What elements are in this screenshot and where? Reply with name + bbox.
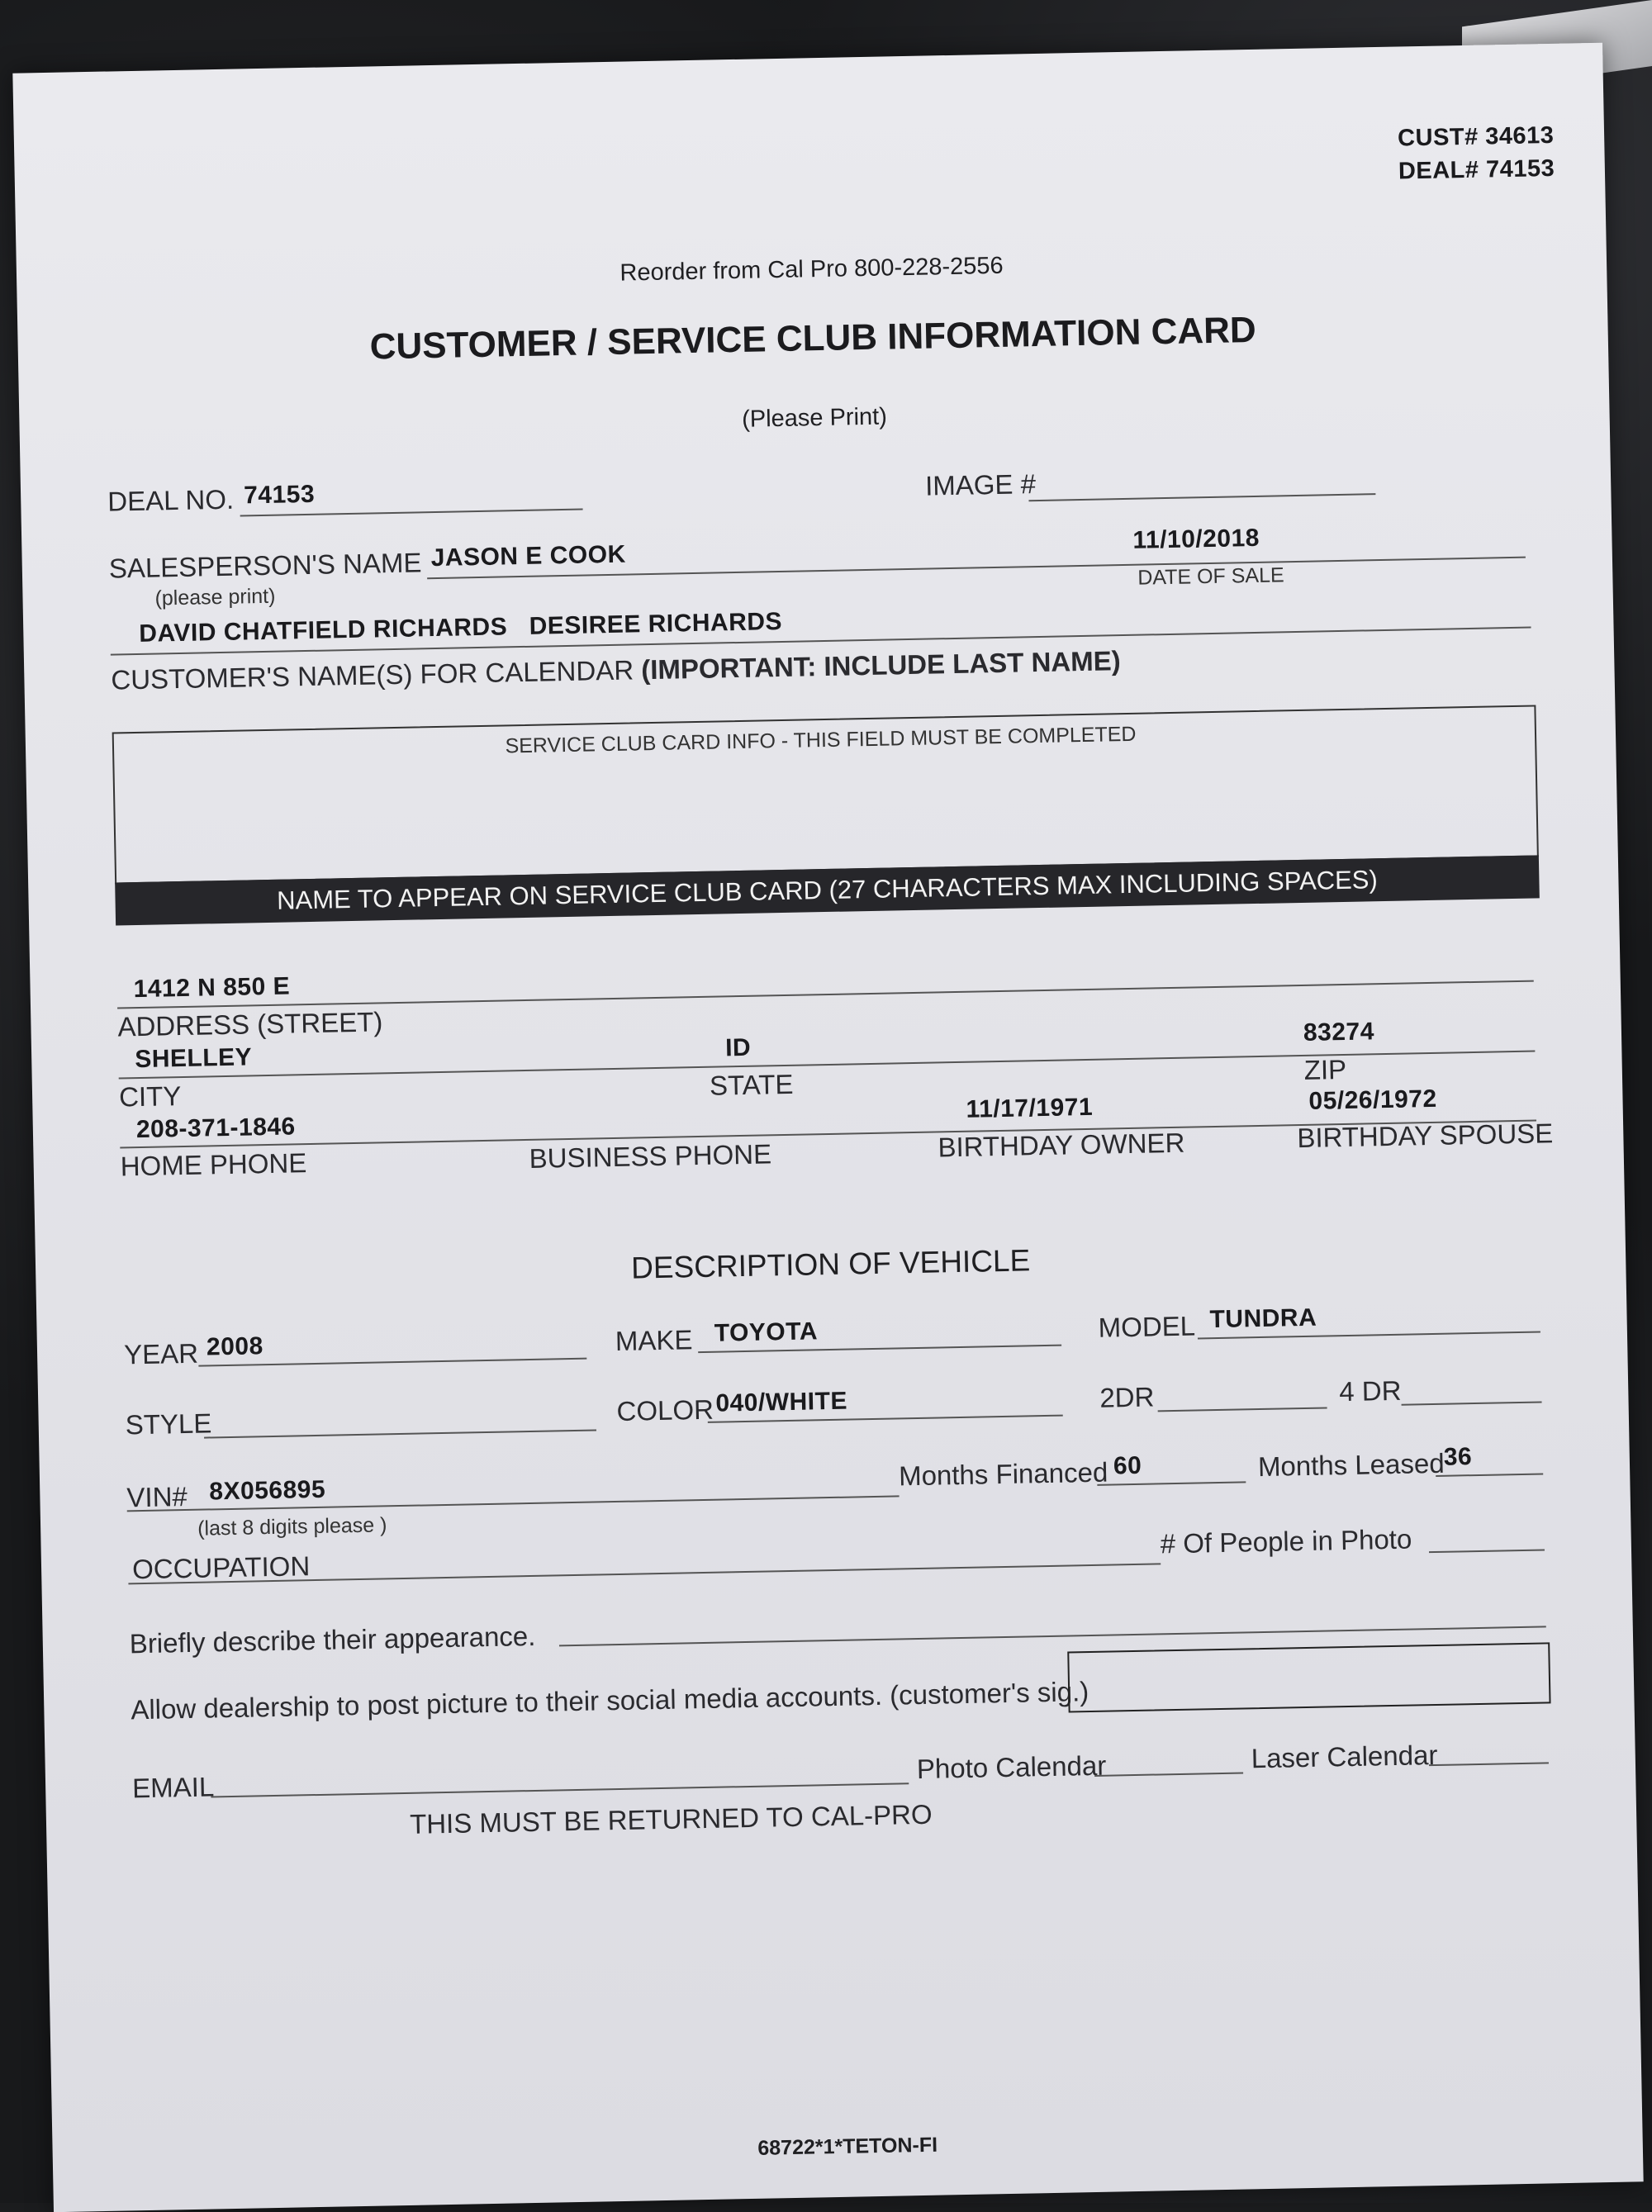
color-label: COLOR [616, 1393, 714, 1426]
color-value[interactable]: 040/WHITE [715, 1387, 848, 1417]
year-value[interactable]: 2008 [206, 1332, 264, 1361]
address-label: ADDRESS (STREET) [117, 1006, 383, 1042]
service-club-banner: NAME TO APPEAR ON SERVICE CLUB CARD (27 CHARACTERS MAX INCLUDING SPACES) [115, 855, 1540, 925]
home-phone-label: HOME PHONE [120, 1147, 307, 1182]
deal-no-value[interactable]: 74153 [243, 480, 316, 510]
style-label: STYLE [125, 1407, 212, 1441]
email-label: EMAIL [131, 1771, 215, 1804]
model-value[interactable]: TUNDRA [1209, 1303, 1317, 1334]
date-of-sale-label: DATE OF SALE [1137, 563, 1284, 590]
birthday-owner-value[interactable]: 11/17/1971 [966, 1093, 1094, 1123]
two-door-label: 2DR [1099, 1381, 1155, 1413]
city-label: CITY [118, 1080, 182, 1113]
photo-calendar-field[interactable] [1094, 1772, 1243, 1776]
state-value[interactable]: ID [724, 1033, 752, 1062]
image-number-label: IMAGE # [924, 468, 1037, 501]
people-in-photo-field[interactable] [1429, 1549, 1545, 1553]
birthday-owner-label: BIRTHDAY OWNER [938, 1127, 1185, 1163]
home-phone-value[interactable]: 208-371-1846 [135, 1113, 297, 1144]
four-door-label: 4 DR [1338, 1374, 1402, 1407]
birthday-spouse-value[interactable]: 05/26/1972 [1308, 1085, 1437, 1115]
customer-names-important: (IMPORTANT: INCLUDE LAST NAME) [640, 645, 1122, 686]
cust-number: CUST# 34613 [1397, 121, 1555, 152]
customer-signature-box[interactable] [1067, 1642, 1550, 1712]
laser-calendar-label: Laser Calendar [1251, 1739, 1438, 1774]
customer-names-label-text: CUSTOMER'S NAME(S) FOR CALENDAR [111, 654, 634, 695]
photo-calendar-label: Photo Calendar [916, 1749, 1107, 1785]
vin-value[interactable]: 8X056895 [209, 1475, 326, 1506]
vehicle-heading: DESCRIPTION OF VEHICLE [630, 1243, 1031, 1285]
months-financed-label: Months Financed [898, 1456, 1108, 1492]
information-card-paper [12, 43, 1643, 2212]
state-label: STATE [709, 1068, 794, 1101]
laser-calendar-field[interactable] [1429, 1762, 1549, 1766]
occupation-label: OCCUPATION [131, 1550, 311, 1585]
salesperson-sublabel: (please print) [154, 584, 276, 610]
deal-number-top: DEAL# 74153 [1398, 154, 1555, 185]
birthday-spouse-label: BIRTHDAY SPOUSE [1296, 1118, 1554, 1154]
year-label: YEAR [123, 1337, 199, 1370]
reorder-line: Reorder from Cal Pro 800-228-2556 [620, 252, 1004, 287]
make-label: MAKE [615, 1324, 693, 1356]
months-leased-label: Months Leased [1257, 1447, 1445, 1483]
image-number-field[interactable] [1028, 493, 1375, 501]
appearance-field[interactable] [559, 1626, 1546, 1646]
return-note: THIS MUST BE RETURNED TO CAL-PRO [409, 1798, 933, 1839]
page-title: CUSTOMER / SERVICE CLUB INFORMATION CARD [369, 309, 1257, 368]
city-value[interactable]: SHELLEY [134, 1043, 253, 1074]
email-field[interactable] [211, 1782, 909, 1797]
make-value[interactable]: TOYOTA [714, 1317, 819, 1347]
salesperson-label: SALESPERSON'S NAME [108, 547, 422, 584]
two-door-field[interactable] [1158, 1407, 1327, 1412]
appearance-label: Briefly describe their appearance. [129, 1620, 536, 1659]
model-label: MODEL [1098, 1310, 1196, 1343]
social-media-consent-label: Allow dealership to post picture to their social media accounts. (customer's sig.) [131, 1676, 1089, 1725]
vin-label: VIN# [126, 1480, 188, 1513]
vin-sublabel: (last 8 digits please ) [197, 1513, 387, 1540]
style-field[interactable] [204, 1429, 596, 1438]
months-leased-value[interactable]: 36 [1443, 1443, 1473, 1471]
four-door-field[interactable] [1402, 1401, 1542, 1405]
customer-names-value[interactable]: DAVID CHATFIELD RICHARDS DESIREE RICHARDS [139, 607, 783, 648]
please-print-note: (Please Print) [741, 403, 888, 433]
form-code: 68722*1*TETON-FI [757, 2133, 938, 2160]
business-phone-label: BUSINESS PHONE [529, 1138, 772, 1174]
salesperson-value[interactable]: JASON E COOK [430, 540, 626, 572]
customer-names-label [111, 645, 1121, 695]
zip-label: ZIP [1303, 1053, 1347, 1085]
service-club-box-title: SERVICE CLUB CARD INFO - THIS FIELD MUST BE COMPLETED [505, 722, 1137, 758]
months-financed-value[interactable]: 60 [1113, 1451, 1142, 1480]
date-of-sale-value[interactable]: 11/10/2018 [1132, 524, 1260, 554]
deal-no-label: DEAL NO. [107, 483, 235, 517]
address-value[interactable]: 1412 N 850 E [133, 972, 291, 1004]
zip-value[interactable]: 83274 [1303, 1018, 1375, 1047]
people-in-photo-label: # Of People in Photo [1160, 1523, 1412, 1559]
